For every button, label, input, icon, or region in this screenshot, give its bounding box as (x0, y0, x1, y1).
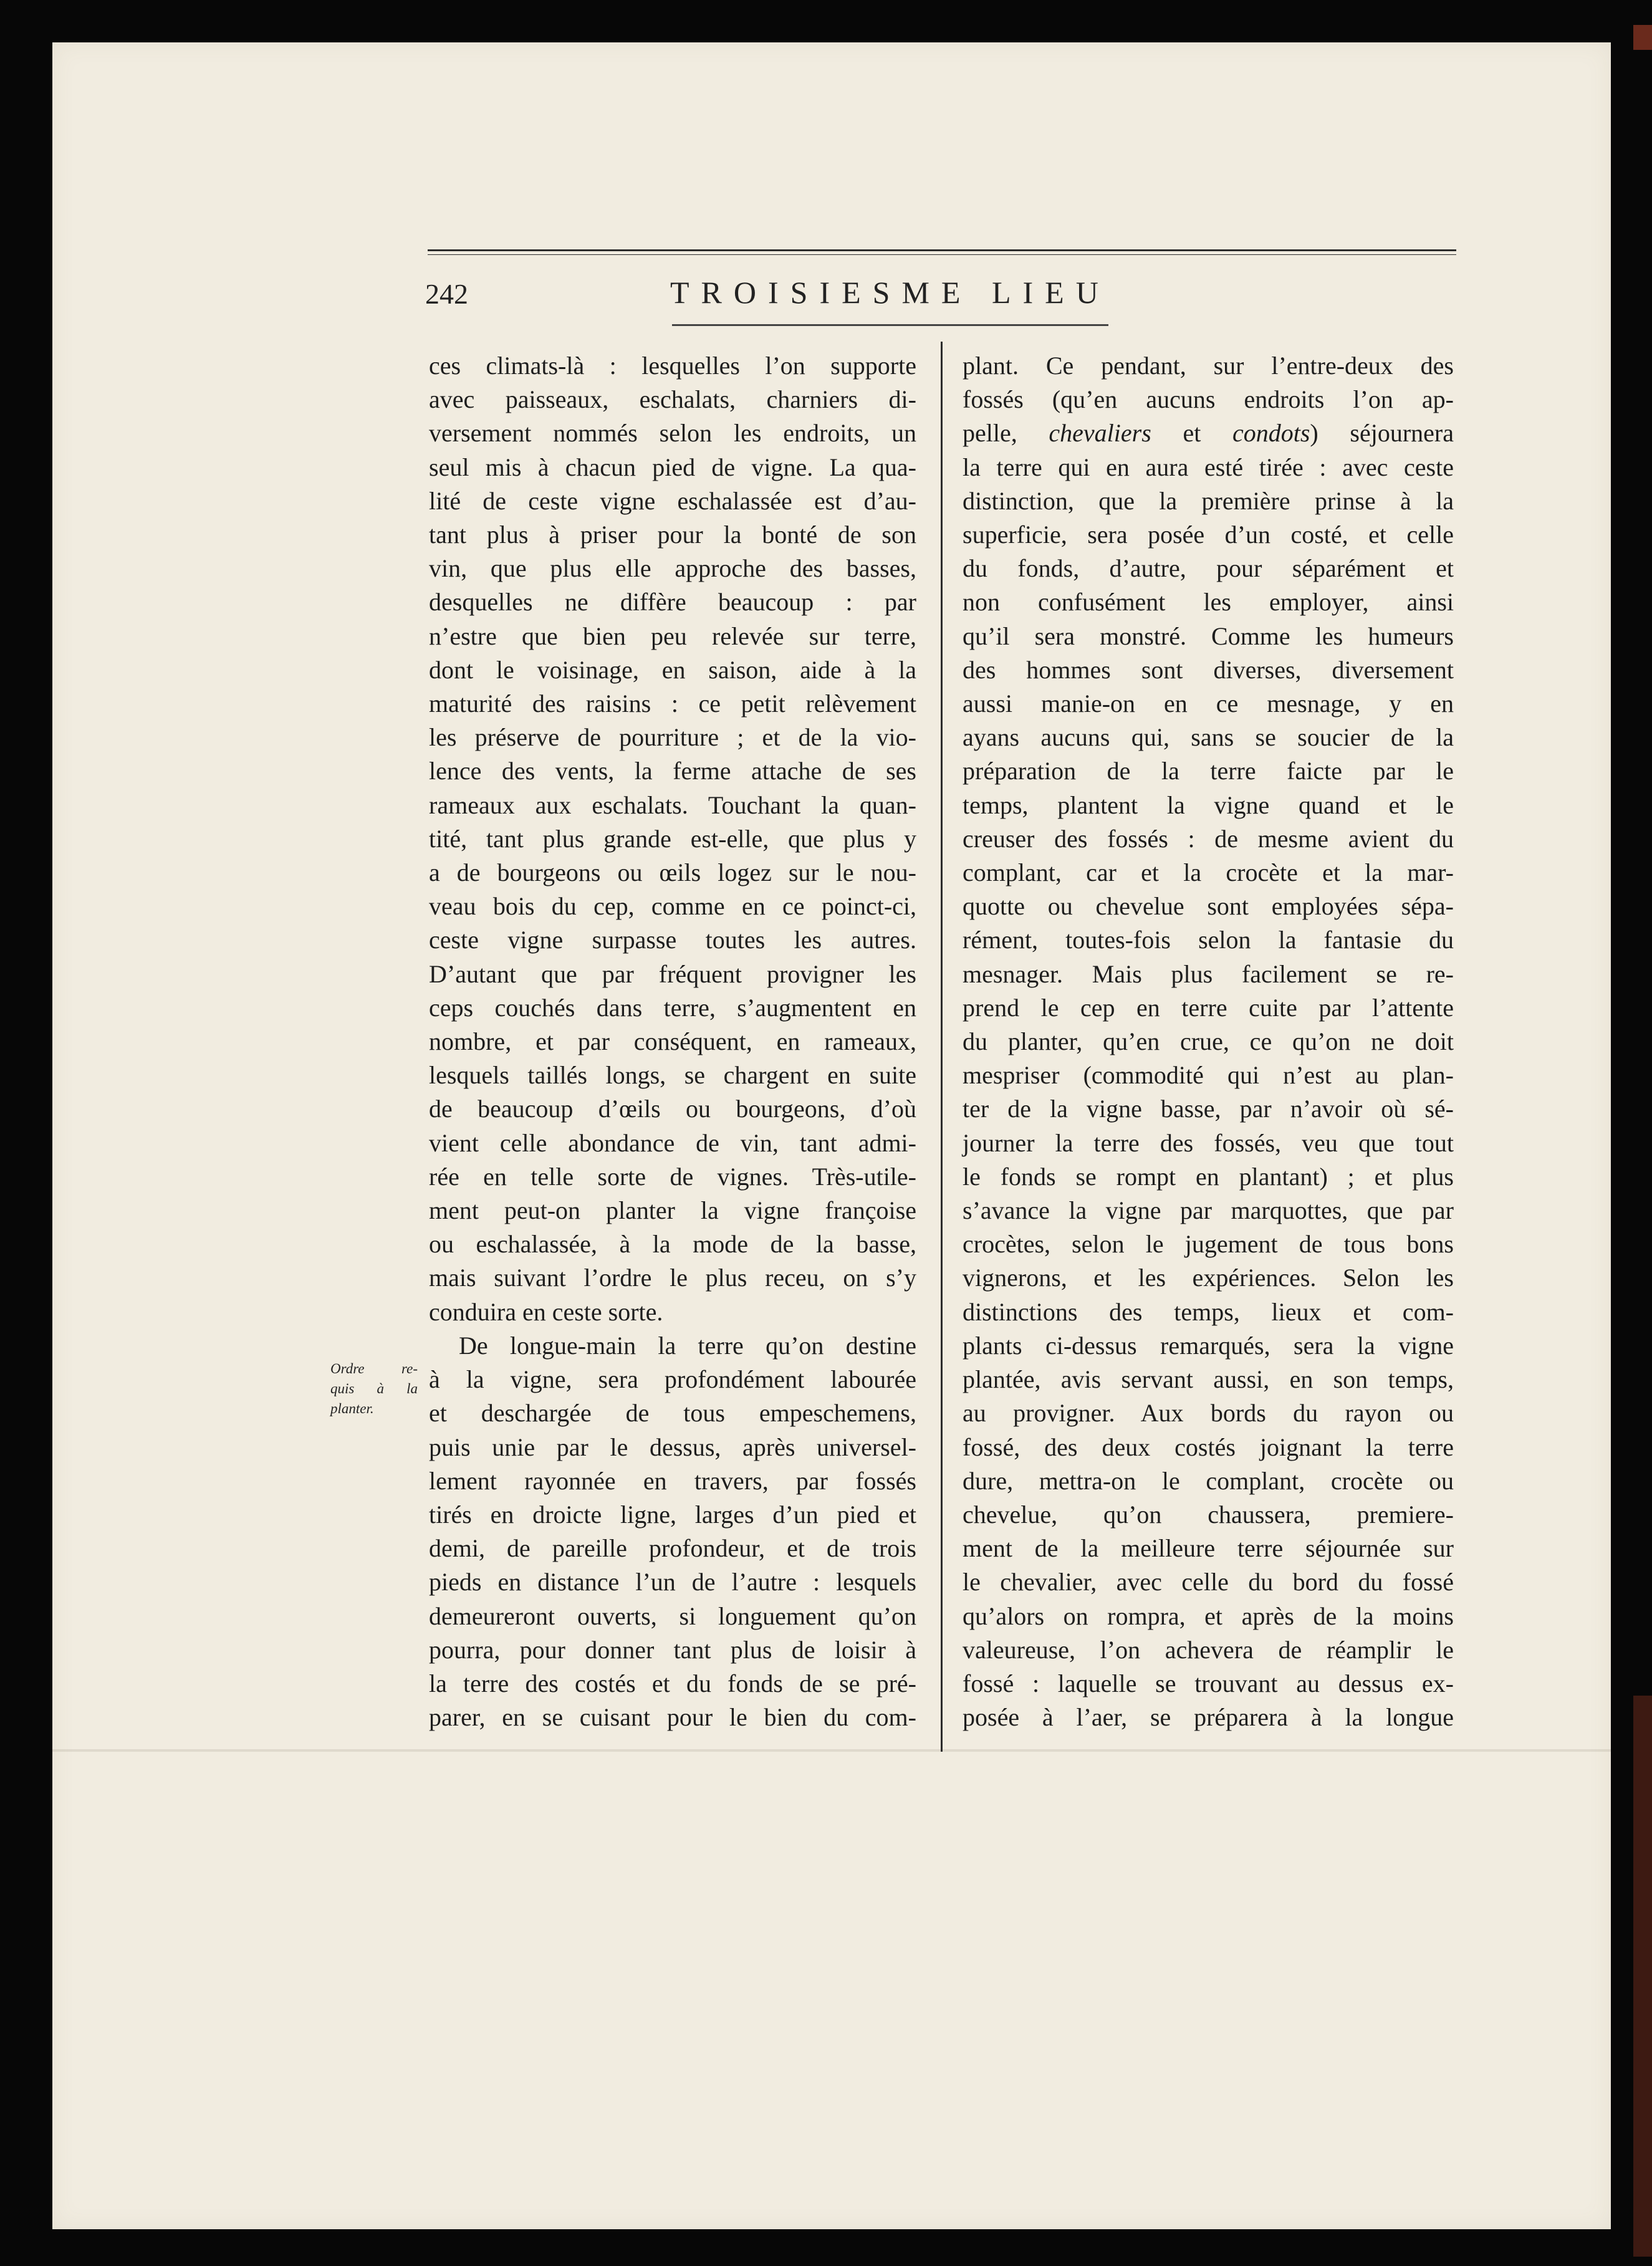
text-line: maturité des raisins : ce petit relèvement (429, 689, 916, 718)
text-line: journer la terre des fossés, veu que tout (963, 1128, 1454, 1157)
text-line: rée en telle sorte de vignes. Très-utile- (429, 1162, 916, 1191)
text-line: temps, plantent la vigne quand et le (963, 790, 1454, 819)
text-line: veau bois du cep, comme en ce poinct-ci, (429, 892, 916, 921)
text-line: superficie, sera posée d’un costé, et celle (963, 521, 1454, 549)
text-line: ceste vigne surpasse toutes les autres. (429, 926, 916, 954)
text-line: puis unie par le dessus, après universel- (429, 1433, 916, 1461)
text-line: et deschargée de tous empeschemens, (429, 1399, 916, 1428)
left-text-column (429, 349, 916, 1758)
text-line: à la vigne, sera profondément labourée (429, 1365, 916, 1394)
text-line: vignerons, et les expériences. Selon les (963, 1264, 1454, 1292)
text-line: pourra, pour donner tant plus de loisir à (429, 1635, 916, 1664)
text-line: prend le cep en terre cuite par l’attente (963, 993, 1454, 1022)
right-text-column (963, 349, 1454, 1758)
text-line: nombre, et par conséquent, en rameaux, (429, 1027, 916, 1056)
italic-term-condots: condots (1232, 419, 1310, 448)
text-line: D’autant que par fréquent provigner les (429, 959, 916, 988)
text-line: des hommes sont diverses, diversement (963, 655, 1454, 684)
column-divider (941, 342, 943, 1752)
text-line: plants ci-dessus remarqués, sera la vigne (963, 1331, 1454, 1360)
running-head: TROISIESME LIEU (670, 275, 1110, 310)
text-line: fossé : laquelle se trouvant au dessus ex- (963, 1669, 1454, 1697)
text-line: ceps couchés dans terre, s’augmentent en (429, 993, 916, 1022)
text-line: le chevalier, avec celle du bord du fossé (963, 1568, 1454, 1596)
text-line: ou eschalassée, à la mode de la basse, (429, 1230, 916, 1259)
text-line: lement rayonnée en travers, par fossés (429, 1466, 916, 1495)
text-line: la terre des costés et du fonds de se pré- (429, 1669, 916, 1697)
text-line: parer, en se cuisant pour le bien du com- (429, 1703, 916, 1732)
text-line: non confusément les employer, ainsi (963, 588, 1454, 617)
text-line-with-italics (963, 416, 1454, 450)
text-line: ayans aucuns qui, sans se soucier de la (963, 723, 1454, 752)
text-line: plant. Ce pendant, sur l’entre-deux des (963, 352, 1454, 380)
header-rule (428, 249, 1456, 255)
text-line: de beaucoup d’œils ou bourgeons, d’où (429, 1095, 916, 1123)
text-line: s’avance la vigne par marquottes, que par (963, 1196, 1454, 1225)
italic-term-chevaliers: chevaliers (1049, 419, 1151, 448)
text-line: plantée, avis servant aussi, en son temps, (963, 1365, 1454, 1394)
text-line: n’estre que bien peu relevée sur terre, (429, 622, 916, 650)
text-line: seul mis à chacun pied de vigne. La qua- (429, 453, 916, 481)
text-line: du planter, qu’en crue, ce qu’on ne doit (963, 1027, 1454, 1056)
text-line: mais suivant l’ordre le plus receu, on s’y (429, 1264, 916, 1292)
margin-note (330, 1359, 418, 1419)
margin-note-line: planter. (330, 1401, 374, 1416)
paragraph-start-line: De longue-main la terre qu’on destine (459, 1331, 916, 1360)
text-line: ment de la meilleure terre séjournée sur (963, 1534, 1454, 1563)
text-line: pieds en distance l’un de l’autre : lesquels (429, 1568, 916, 1596)
text-line: a de bourgeons ou œils logez sur le nou- (429, 858, 916, 887)
text-line: lité de ceste vigne eschalassée est d’au- (429, 486, 916, 515)
text-line: vin, que plus elle approche des basses, (429, 554, 916, 583)
text-line: la terre qui en aura esté tirée : avec ceste (963, 453, 1454, 481)
text-line: distinctions des temps, lieux et com- (963, 1297, 1454, 1326)
text-line: dure, mettra-on le complant, crocète ou (963, 1466, 1454, 1495)
text-line: les préserve de pourriture ; et de la vio- (429, 723, 916, 752)
text-line: aussi manie-on en ce mesnage, y en (963, 689, 1454, 718)
margin-note-line: Ordre re- (330, 1361, 418, 1376)
text-line: rément, toutes-fois selon la fantasie du (963, 926, 1454, 954)
text-line: quotte ou chevelue sont employées sépa- (963, 892, 1454, 921)
text-line: chevelue, qu’on chaussera, premiere- (963, 1500, 1454, 1529)
text-line: demeureront ouverts, si longuement qu’on (429, 1601, 916, 1630)
text-line: avec paisseaux, eschalats, charniers di- (429, 385, 916, 414)
binding-edge-top (1633, 25, 1652, 50)
text-line: demi, de pareille profondeur, et de trois (429, 1534, 916, 1563)
text-line: tirés en droicte ligne, larges d’un pied et (429, 1500, 916, 1529)
text-line: creuser des fossés : de mesme avient du (963, 824, 1454, 853)
text-run: ) séjournera (1310, 419, 1454, 448)
text-line: complant, car et la crocète et la mar- (963, 858, 1454, 887)
text-line: lence des vents, la ferme attache de ses (429, 757, 916, 785)
text-line: distinction, que la première prinse à la (963, 486, 1454, 515)
text-line: conduira en ceste sorte. (429, 1297, 663, 1326)
text-line: qu’alors on rompra, et après de la moins (963, 1601, 1454, 1630)
text-line: tité, tant plus grande est-elle, que plus y (429, 824, 916, 853)
text-line: du fonds, d’autre, pour séparément et (963, 554, 1454, 583)
text-line: crocètes, selon le jugement de tous bons (963, 1230, 1454, 1259)
text-line: versement nommés selon les endroits, un (429, 419, 916, 448)
text-line: ment peut-on planter la vigne françoise (429, 1196, 916, 1225)
text-line: lesquels taillés longs, se chargent en suite (429, 1061, 916, 1090)
binding-edge-bottom (1633, 1696, 1652, 2257)
text-line: tant plus à priser pour la bonté de son (429, 521, 916, 549)
margin-note-line: quis à la (330, 1381, 418, 1396)
text-run: et (1151, 419, 1232, 448)
text-line: vient celle abondance de vin, tant admi- (429, 1128, 916, 1157)
text-line: fossé, des deux costés joignant la terre (963, 1433, 1454, 1461)
text-line: valeureuse, l’on achevera de réamplir le (963, 1635, 1454, 1664)
text-line: préparation de la terre faicte par le (963, 757, 1454, 785)
text-line: qu’il sera monstré. Comme les humeurs (963, 622, 1454, 650)
text-line: mesnager. Mais plus facilement se re- (963, 959, 1454, 988)
text-line: mespriser (commodité qui n’est au plan- (963, 1061, 1454, 1090)
text-line: dont le voisinage, en saison, aide à la (429, 655, 916, 684)
text-run: pelle, (963, 419, 1049, 448)
text-line: posée à l’aer, se préparera à la longue (963, 1703, 1454, 1732)
text-line: au provigner. Aux bords du rayon ou (963, 1399, 1454, 1428)
text-line: ter de la vigne basse, par n’avoir où sé- (963, 1095, 1454, 1123)
text-line: desquelles ne diffère beaucoup : par (429, 588, 916, 617)
text-line: rameaux aux eschalats. Touchant la quan- (429, 790, 916, 819)
text-line: ces climats-là : lesquelles l’on supporte (429, 352, 916, 380)
running-head-underline (672, 324, 1108, 326)
text-line: le fonds se rompt en plantant) ; et plus (963, 1162, 1454, 1191)
text-line: fossés (qu’en aucuns endroits l’on ap- (963, 385, 1454, 414)
page-number: 242 (425, 278, 468, 310)
